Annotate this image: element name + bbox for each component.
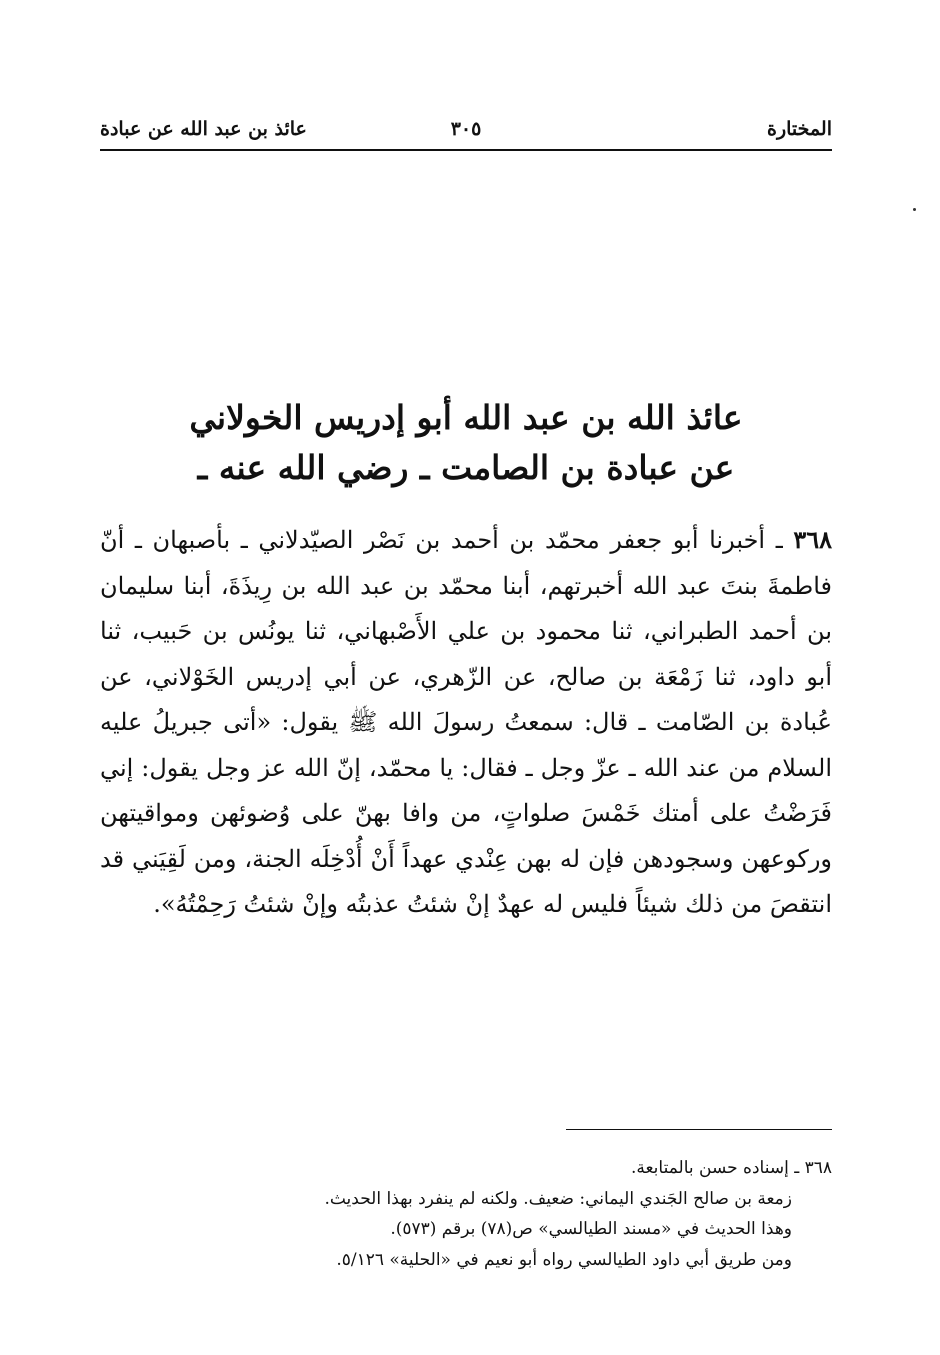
chapter-title-line-2: عن عبادة بن الصامت ـ رضي الله عنه ـ (197, 448, 735, 487)
footnote-divider (566, 1129, 832, 1130)
header-divider (100, 149, 832, 151)
hadith-number: ٣٦٨ (793, 525, 832, 554)
margin-dot-mark (913, 208, 916, 211)
footnote-line-4: ومن طريق أبي داود الطيالسي رواه أبو نعيم في «الحلية» ٥/١٢٦. (336, 1249, 792, 1270)
chapter-title (100, 393, 832, 493)
footnote-line-1: ٣٦٨ ـ إسناده حسن بالمتابعة. (630, 1158, 832, 1178)
hadith-paragraph (100, 517, 832, 928)
header-section-title: عائذ بن عبد الله عن عبادة (100, 118, 307, 140)
chapter-title-line-1: عائذ الله بن عبد الله أبو إدريس الخولاني (189, 398, 743, 437)
header-book-title: المختارة (767, 118, 832, 140)
footnote-line-3: وهذا الحديث في «مسند الطيالسي» ص(٧٨) برقم (٥٧٣). (390, 1219, 792, 1239)
running-header (100, 112, 832, 152)
footnotes (100, 1153, 832, 1275)
page-number: ٣٠٥ (450, 118, 482, 140)
hadith-body: ـ أخبرنا أبو جعفر محمّد بن أحمد بن نَصْر الصيّدلاني ـ بأصبهان ـ أنّ فاطمةَ بنتَ عبد الله أخبرتهم، أبنا محمّد بن عبد الله بن رِيذَةَ، أبنا سليمان بن أحمد الطبراني، ثنا محمود بن علي الأَصْبهاني، ثنا يونُس بن حَبيب، ثنا أبو داود، ثنا زَمْعَة بن صالح، عن الزّهري، عن أبي إدريس الخَوْلاني، عن عُبادة بن الصّامت ـ قال: سمعتُ رسولَ الله ﷺ يقول: «أتى جبريلُ عليه السلام من عند الله ـ عزّ وجل ـ فقال: يا محمّد، إنّ الله عز وجل يقول: إني فَرَضْتُ على أمتك خَمْسَ صلواتٍ، من وافا بهنّ على وُضوئهن ومواقيتهن وركوعهن وسجودهن فإن له بهن عِنْدي عهداً أَنْ أُدْخِلَه الجنة، ومن لَقِيَني قد انتقصَ من ذلك شيئاً فليس له عهدٌ إنْ شئتُ عذبتُه وإنْ شئتُ رَحِمْتُهُ». (100, 526, 832, 918)
footnote-line-2: زمعة بن صالح الجَندي اليماني: ضعيف. ولكنه لم ينفرد بهذا الحديث. (324, 1188, 792, 1209)
